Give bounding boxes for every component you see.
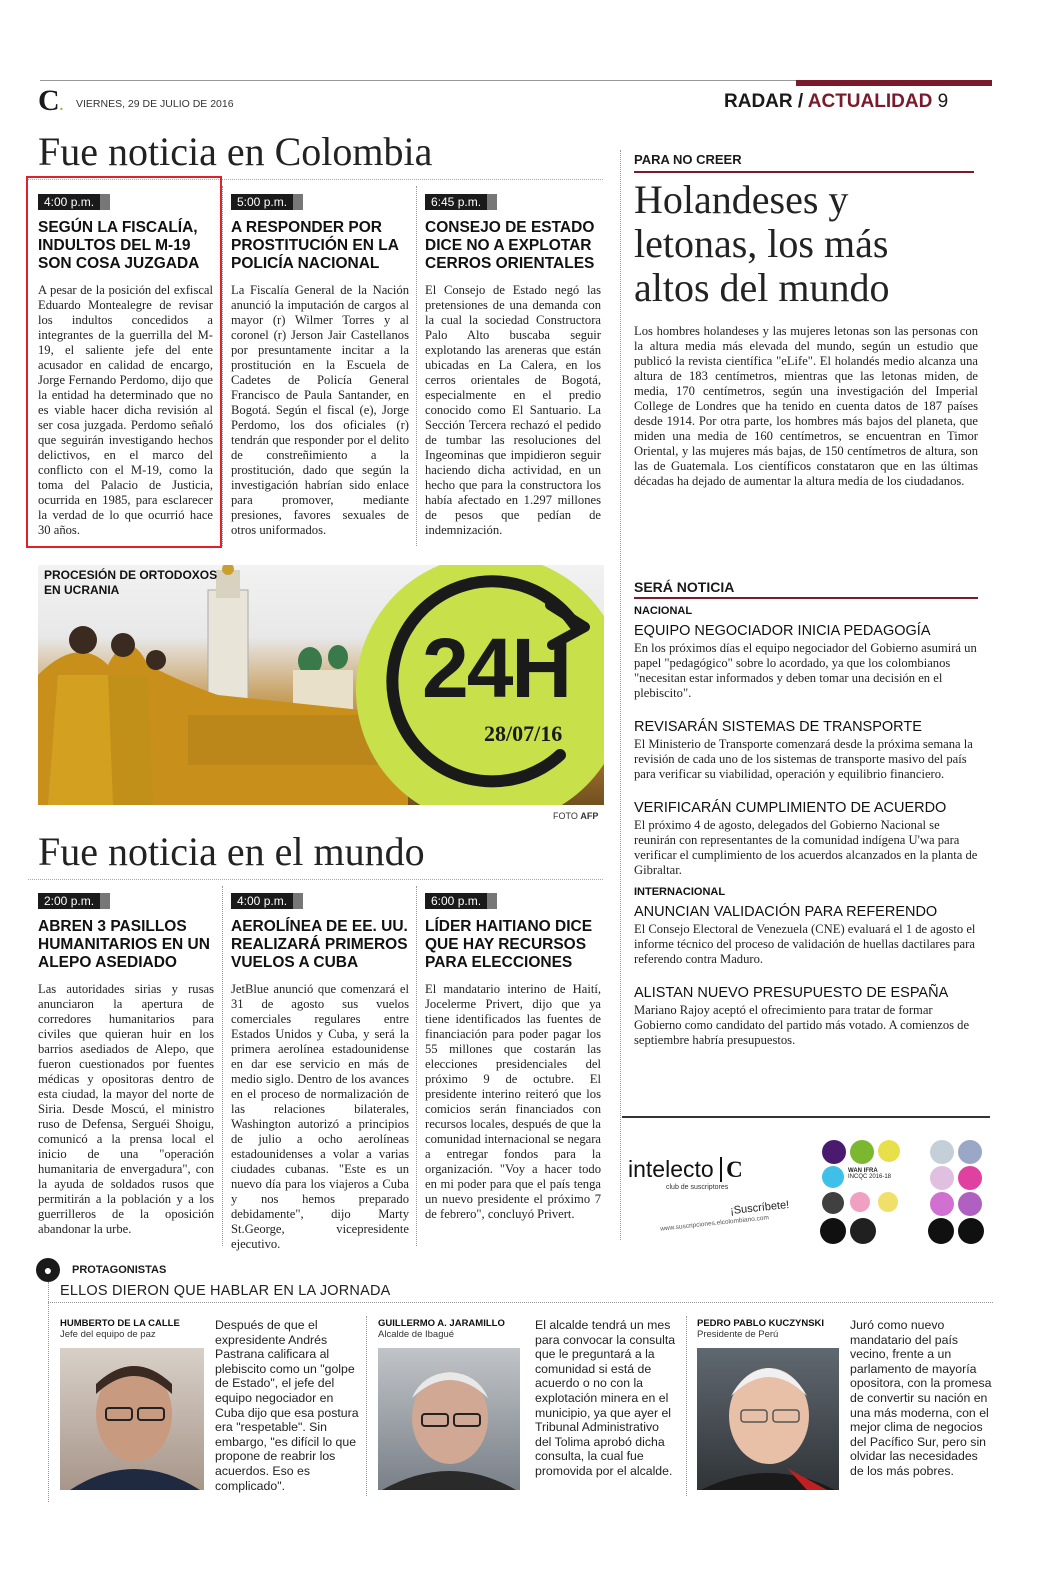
colombia-story-3 xyxy=(425,193,601,538)
story-body: Las autoridades sirias y rusas anunciaron la apertura de corredores humanitarios para civiles que quieran huir en los barrios asediados de Alepo, que fueron cuestionados por fuentes médicas y opositoras dentro de esta ciudad, la mayor del norte de Siria. Desde Moscú, el ministro ruso de Defensa, Serguéi Shoigu, comunicó a la prensa local el inicio de una "operación humanitaria de envergadura", con la ayuda de soldados rusos que permitirán a la población y a los guerrilleros de la oposición abandonar la urbe. xyxy=(38,982,214,1236)
protagonist-quote: Juró como nuevo mandatario del país vecino, frente a un parlamento de mayoría opositora, con la promesa de convertir su nación en una más moderna, con el mejor clima de negocios del Pacífico Sur, pero sin olvidar las necesidades de los más pobres. xyxy=(850,1318,992,1478)
story-headline: ABREN 3 PASILLOS HUMANITARIOS EN UN ALEPO ASEDIADO xyxy=(38,918,210,971)
portrait-illustration xyxy=(697,1348,839,1490)
story-time: 2:00 p.m. xyxy=(38,893,110,909)
mundo-story-1 xyxy=(38,892,214,1237)
ad-top-rule xyxy=(622,1116,990,1118)
item-headline: ANUNCIAN VALIDACIÓN PARA REFERENDO xyxy=(634,904,938,920)
item-headline: ALISTAN NUEVO PRESUPUESTO DE ESPAÑA xyxy=(634,985,949,1001)
ad-cta[interactable]: ¡Suscríbete! xyxy=(729,1198,790,1218)
story-body: La Fiscalía General de la Nación anunció la imputación de cargos al mayor (r) Wilmer Torres y al coronel (r) Jerson Jair Castellanos por presuntamente incitar a la prostitución en la Escuela de Cadetes de Policía General Francisco de Paula Santander, en Bogotá. Según el fiscal (e), Jorge Perdomo, los dos oficiales (r) tendrán que responder por el delito de constreñimiento a la prostitución, dado que según la investigación habrían sido enlace para promover, mediante presiones, favores sexuales de otros uniformados. xyxy=(231,283,409,537)
dot xyxy=(958,1166,982,1190)
24h-date: 28/07/16 xyxy=(484,721,563,746)
mundo-title-rule xyxy=(28,879,603,880)
sera-noticia-item xyxy=(634,904,978,967)
story-time: 4:00 p.m. xyxy=(38,194,110,210)
protagonist-divider xyxy=(366,1316,367,1496)
sera-noticia-item xyxy=(634,800,978,878)
dot xyxy=(822,1192,844,1214)
logo: C. xyxy=(38,84,64,117)
protagonist-role: Presidente de Perú xyxy=(697,1329,779,1340)
story-body: El mandatario interino de Haití, Jocelerme Privert, dijo que ya tiene identificados las fuentes de financiación para poder pagar los 55 millones que costarán las elecciones presidenciales del próximo 9 de octubre. El presidente interino reiteró que los comicios serán financiados con recursos locales, después de que la comunidad internacional se negara a entregar fondos para la organización. "Voy a hacer todo en mi poder para que el país tenga un nuevo presidente el próximo 7 de febrero", concluyó Privert. xyxy=(425,982,601,1221)
sera-noticia-item xyxy=(634,985,978,1048)
colombia-title: Fue noticia en Colombia xyxy=(38,129,433,174)
dot xyxy=(822,1140,846,1164)
para-no-creer-title: Holandeses y letonas, los más altos del mundo xyxy=(634,177,890,310)
sera-noticia-item xyxy=(634,719,978,782)
protagonist-name: HUMBERTO DE LA CALLE xyxy=(60,1318,180,1329)
ad-brand: intelecto C xyxy=(628,1156,743,1182)
dot xyxy=(930,1192,954,1216)
item-headline: REVISARÁN SISTEMAS DE TRANSPORTE xyxy=(634,719,922,735)
intelecto-ad[interactable] xyxy=(626,1132,988,1242)
story-body: A pesar de la posición del exfiscal Eduardo Montealegre de revisar los indultos concedidos a integrantes de la guerrilla del M-19, el saliente jefe del ente acusador en calidad de encargo, Jorge Fernando Perdomo, dijo que la entidad ha determinado que no es viable hacer dicha revisión al ser cosa juzgada. Perdomo señaló que seguirán investigando hechos delictivos, en el marco del conflicto con el M-19, como la toma del Palacio de Justicia, ocurrida en 1985, para esclarecer la verdad de lo que ocurrió hace 30 años. xyxy=(38,283,213,537)
story-headline: A RESPONDER POR PROSTITUCIÓN EN LA POLICÍA NACIONAL xyxy=(231,219,399,272)
item-headline: EQUIPO NEGOCIADOR INICIA PEDAGOGÍA xyxy=(634,623,931,639)
protagonist-quote: El alcalde tendrá un mes para convocar la consulta que le preguntará a la comunidad si está de acuerdo o no con la explotación minera en el municipio, ya que ayer el Tribunal Administrativo del Tolima aprobó dicha consulta, la cual fue promovida por el alcalde. xyxy=(535,1318,676,1478)
header-section: RADAR / ACTUALIDAD 9 xyxy=(724,91,949,112)
dot xyxy=(850,1192,870,1212)
story-body: JetBlue anunció que comenzará el 31 de agosto sus vuelos comerciales regulares entre Estados Unidos y Cuba, y será la primera aerolínea estadounidense en dar ese servicio en más de medio siglo. Dentro de los avances en el proceso de normalización de las relaciones bilaterales, Washington autorizó a principios de julio a ocho aerolíneas estadounidenses a volar a varias ciudades cubanas. "Este es un nuevo día para los viajeros a Cuba y nos hemos preparado debidamente", dijo Marty St.George, vicepresidente ejecutivo. xyxy=(231,982,409,1251)
protagonist-quote: Después de que el expresidente Andrés Pastrana calificara al plebiscito como un "golpe de Estado", el jefe del equipo negociador en Cuba dijo que esa postura era "respetable". Sin embargo, "es difícil lo que propone de reabrir los acuerdos. Eso es complicado". xyxy=(215,1318,359,1493)
protagonistas-subtitle: ELLOS DIERON QUE HABLAR EN LA JORNADA xyxy=(60,1283,391,1299)
dot xyxy=(928,1218,954,1244)
dot xyxy=(820,1218,846,1244)
protagonistas-left-rule xyxy=(48,1282,49,1502)
category-internacional: INTERNACIONAL xyxy=(634,886,726,898)
mundo-title: Fue noticia en el mundo xyxy=(38,829,425,874)
dot xyxy=(822,1166,844,1188)
protagonist-role: Jefe del equipo de paz xyxy=(60,1329,156,1340)
mundo-story-3 xyxy=(425,892,601,1222)
header-date: VIERNES, 29 DE JULIO DE 2016 xyxy=(76,98,234,110)
photo-caption: PROCESIÓN DE ORTODOXOS EN UCRANIA xyxy=(44,568,218,597)
protagonist-divider xyxy=(686,1316,687,1496)
protagonistas-label: PROTAGONISTAS xyxy=(72,1264,167,1276)
protagonist-name: PEDRO PABLO KUCZYNSKI xyxy=(697,1318,825,1329)
wan-ifra-label: WAN IFRA INCQC 2016-18 xyxy=(848,1168,892,1180)
item-body: Mariano Rajoy aceptó el ofrecimiento para tratar de formar Gobierno como candidato del partido más votado. A comienzos de septiembre habría presupuestos. xyxy=(634,1003,970,1047)
portrait-illustration xyxy=(378,1348,520,1490)
column-divider xyxy=(416,886,417,1246)
protagonist-photo xyxy=(60,1348,204,1490)
story-headline: AEROLÍNEA DE EE. UU. REALIZARÁ PRIMEROS VUELOS A CUBA xyxy=(231,918,408,971)
item-body: En los próximos días el equipo negociador del Gobierno asumirá un papel "pedagógico" sobre lo acordado, ya que los colombianos "necesitan estar informados y deben tomar una decisión en el plebiscito". xyxy=(634,641,977,700)
sera-noticia-item xyxy=(634,623,978,701)
dot xyxy=(850,1218,876,1244)
protagonist-1 xyxy=(60,1318,360,1498)
protagonistas-rule xyxy=(48,1302,993,1303)
dot xyxy=(878,1192,898,1212)
story-headline: SEGÚN LA FISCALÍA, INDULTOS DEL M-19 SON COSA JUZGADA xyxy=(38,219,200,272)
item-body: El Consejo Electoral de Venezuela (CNE) evaluará el 1 de agosto el informe técnico del proceso de validación de huellas dactilares para referendo contra Maduro. xyxy=(634,922,976,966)
sera-noticia xyxy=(634,579,978,1066)
protagonist-photo xyxy=(697,1348,839,1490)
mundo-story-2 xyxy=(231,892,409,1252)
story-headline: CONSEJO DE ESTADO DICE NO A EXPLOTAR CERROS ORIENTALES xyxy=(425,219,595,272)
item-body: El próximo 4 de agosto, delegados del Gobierno Nacional se reunirán con representantes de la comunidad indígena U'wa para verificar el cumplimiento de los acuerdos alcanzados en la planta de Gibraltar. xyxy=(634,818,978,877)
right-column-divider xyxy=(620,150,621,1240)
protagonist-name: GUILLERMO A. JARAMILLO xyxy=(378,1318,505,1329)
photo-credit: FOTO AFP xyxy=(553,811,599,821)
column-divider xyxy=(222,886,223,1246)
protagonist-2 xyxy=(378,1318,678,1498)
24h-label: 24H xyxy=(422,621,571,715)
protagonist-photo xyxy=(378,1348,520,1490)
para-no-creer-label: PARA NO CREER xyxy=(634,152,742,167)
ad-url[interactable]: www.suscripciones.elcolombiano.com xyxy=(659,1214,770,1233)
para-no-creer-body: Los hombres holandeses y las mujeres letonas son las personas con la altura media más elevada del mundo, según un estudio que publicó la revista científica "eLife". El holandés medio alcanza una altura de 183 centímetros, mientras que las letonas miden, de media, 170 centímetros, según una investigación del Imperial College de Londres que ha tenido en cuenta datos de 187 países desde 1914. Por otra parte, los hombres más bajos del planeta, que miden una media de 160 centímetros, se encuentran en Timor Oriental, y las mujeres más bajas, de 150 centímetros de altura, son las de Guatemala. Los científicos constataron que en las últimas décadas ha dejado de aumentar la altura media de los ciudadanos. xyxy=(634,324,978,488)
dot xyxy=(930,1166,954,1190)
story-time: 6:45 p.m. xyxy=(425,194,497,210)
header-accent-bar xyxy=(796,80,992,86)
protagonist-3 xyxy=(697,1318,993,1498)
sera-noticia-rule xyxy=(634,597,978,599)
colombia-story-2 xyxy=(231,193,409,538)
dot-grid xyxy=(818,1138,988,1242)
column-divider xyxy=(416,186,417,546)
item-body: El Ministerio de Transporte comenzará desde la próxima semana la revisión de cada uno de los sistemas de transporte masivo del país para verificar su viabilidad, operación y equilibrio financiero. xyxy=(634,737,973,781)
item-headline: VERIFICARÁN CUMPLIMIENTO DE ACUERDO xyxy=(634,800,947,816)
sera-noticia-label: SERÁ NOTICIA xyxy=(634,579,735,595)
dot xyxy=(850,1140,874,1164)
dot xyxy=(958,1218,984,1244)
dot xyxy=(958,1192,982,1216)
photo-procession xyxy=(38,565,604,805)
dot xyxy=(958,1140,982,1164)
ad-brand-sub: club de suscriptores xyxy=(666,1184,729,1191)
portrait-illustration xyxy=(60,1348,204,1490)
dot xyxy=(878,1140,900,1162)
column-divider xyxy=(222,186,223,546)
story-body: El Consejo de Estado negó las pretensiones de una demanda con la cual la sociedad Constructora Palo Alto buscaba seguir explotando las areneras que están ubicadas en La Calera, en los cerros orientales de Bogotá, especialmente en el predio conocido como El Santuario. La Sección Tercera rechazó el pedido de tumbar las resoluciones del Ingeominas que impidieron seguir haciendo dicha actividad, en un hecho que para la constructora los había afectado en 1.297 millones de pesos que pedían de indemnización. xyxy=(425,283,601,537)
colombia-story-1 xyxy=(38,193,213,538)
story-time: 6:00 p.m. xyxy=(425,893,497,909)
story-time: 4:00 p.m. xyxy=(231,893,303,909)
story-time: 5:00 p.m. xyxy=(231,194,303,210)
story-headline: LÍDER HAITIANO DICE QUE HAY RECURSOS PARA ELECCIONES xyxy=(425,918,593,971)
para-no-creer-rule xyxy=(634,171,974,173)
category-nacional: NACIONAL xyxy=(634,605,693,617)
protagonist-role: Alcalde de Ibagué xyxy=(378,1329,455,1340)
protagonistas-icon: ● xyxy=(36,1258,60,1282)
dot xyxy=(930,1140,954,1164)
